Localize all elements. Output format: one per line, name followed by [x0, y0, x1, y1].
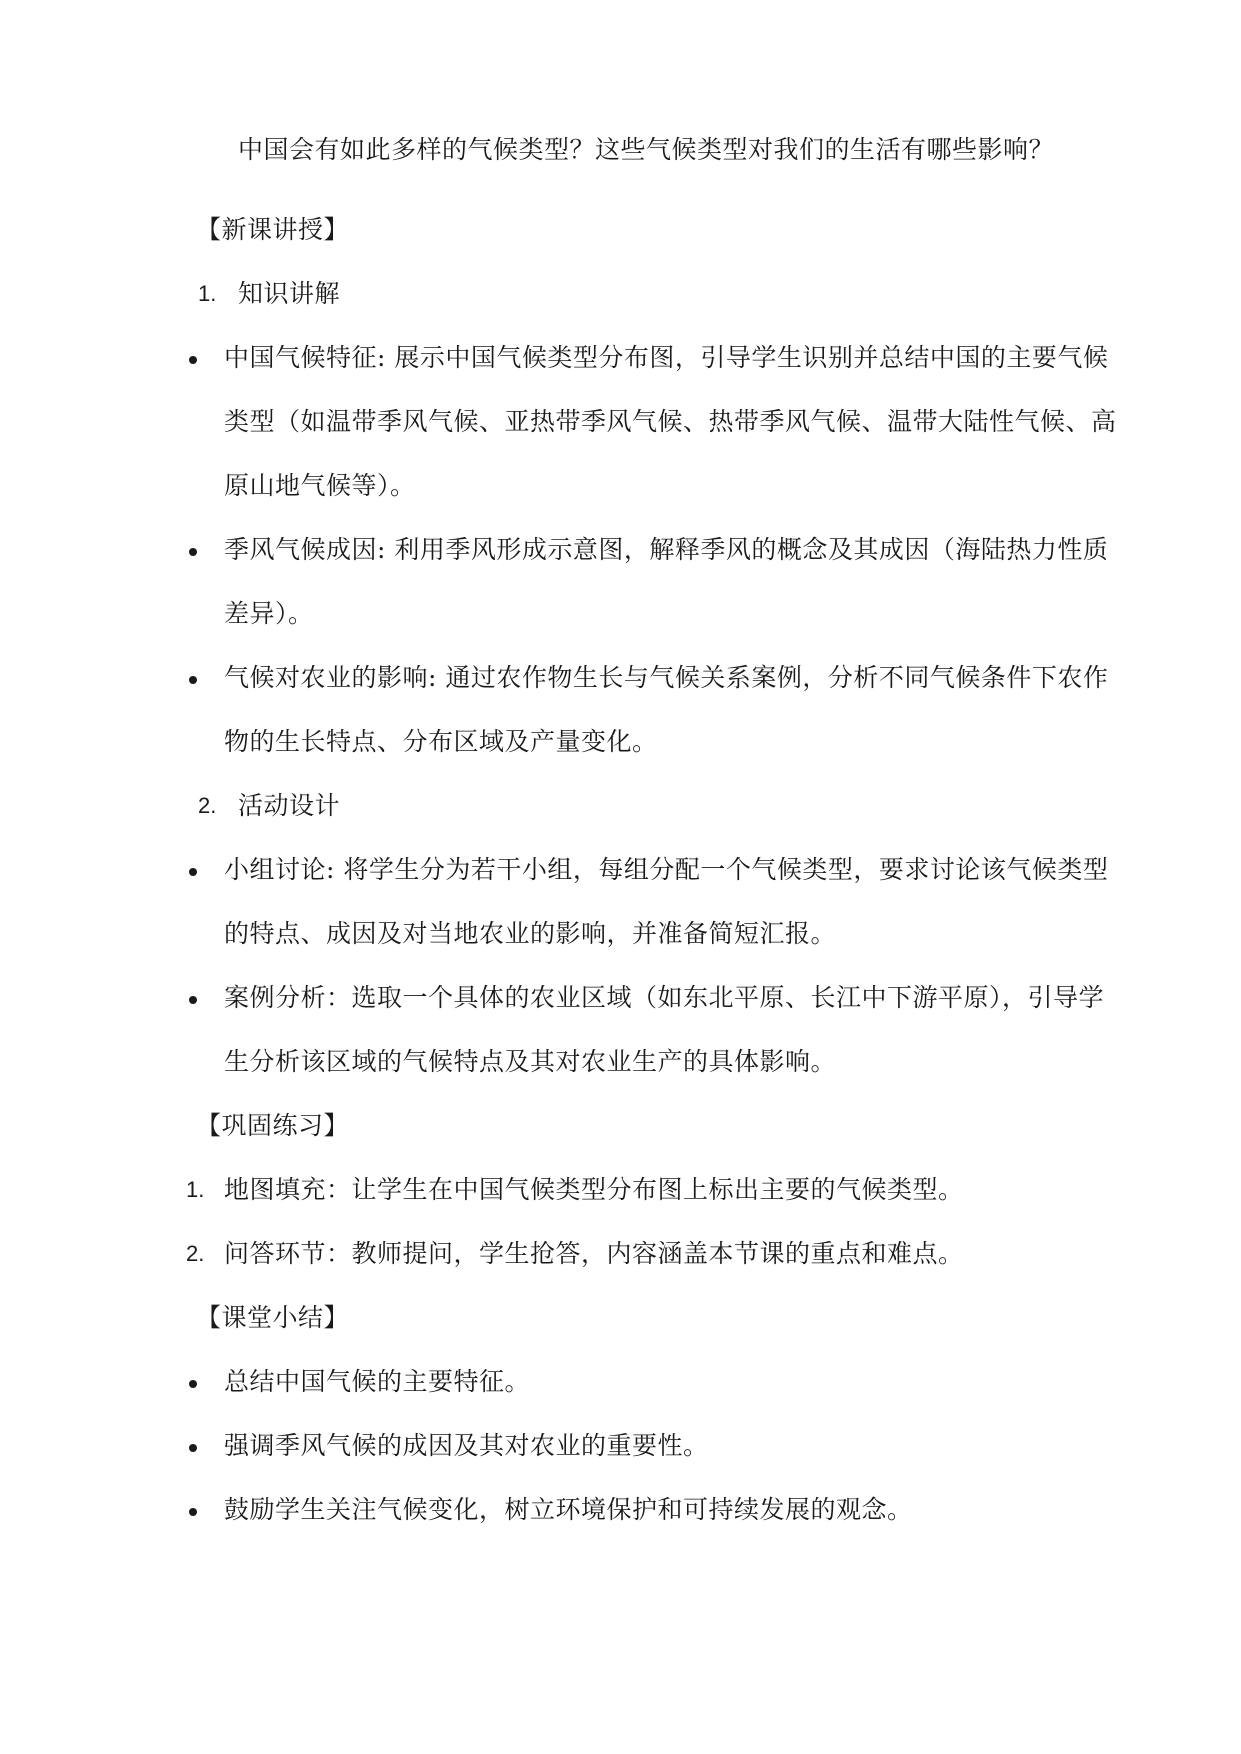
bullet-text-line: 小组讨论: 将学生分为若干小组，每组分配一个气候类型，要求讨论该气候类型 [224, 855, 1109, 884]
bullet-icon [189, 356, 197, 364]
bullet-icon [189, 996, 197, 1004]
list-number: 2. [186, 1241, 205, 1266]
bullet-icon [189, 868, 197, 876]
bullet-text-line: 案例分析：选取一个具体的农业区域（如东北平原、长江中下游平原），引导学 [224, 983, 1105, 1012]
bullet-text-line: 差异）。 [224, 599, 314, 628]
summary-item: 鼓励学生关注气候变化，树立环境保护和可持续发展的观念。 [224, 1495, 913, 1524]
bullet-text-line: 类型（如温带季风气候、亚热带季风气候、热带季风气候、温带大陆性气候、高 [224, 407, 1117, 436]
list-number: 2. [198, 793, 217, 818]
bullet-text-line: 气候对农业的影响: 通过农作物生长与气候关系案例，分析不同气候条件下农作 [224, 663, 1109, 692]
summary-item: 总结中国气候的主要特征。 [224, 1367, 531, 1396]
intro-question: 中国会有如此多样的气候类型？这些气候类型对我们的生活有哪些影响？ [238, 135, 1055, 164]
section-heading-summary: 【课堂小结】 [196, 1303, 350, 1332]
summary-item: 强调季风气候的成因及其对农业的重要性。 [224, 1431, 709, 1460]
bullet-icon [189, 1380, 197, 1388]
bullet-text-line: 季风气候成因: 利用季风形成示意图，解释季风的概念及其成因（海陆热力性质 [224, 535, 1109, 564]
section-heading-practice: 【巩固练习】 [196, 1111, 350, 1140]
bullet-text-line: 原山地气候等）。 [224, 471, 416, 500]
practice-item: 问答环节：教师提问，学生抢答，内容涵盖本节课的重点和难点。 [224, 1239, 964, 1268]
bullet-text-line: 物的生长特点、分布区域及产量变化。 [224, 727, 658, 756]
list-number: 1. [198, 281, 217, 306]
bullet-text-line: 中国气候特征: 展示中国气候类型分布图，引导学生识别并总结中国的主要气候 [224, 343, 1109, 372]
bullet-icon [189, 548, 197, 556]
list-number: 1. [186, 1177, 205, 1202]
bullet-icon [189, 676, 197, 684]
bullet-icon [189, 1444, 197, 1452]
subsection-title-knowledge: 知识讲解 [238, 279, 341, 308]
practice-item: 地图填充：让学生在中国气候类型分布图上标出主要的气候类型。 [224, 1175, 964, 1204]
subsection-title-activity: 活动设计 [238, 791, 341, 820]
bullet-text-line: 生分析该区域的气候特点及其对农业生产的具体影响。 [224, 1047, 837, 1076]
section-heading-new-lesson: 【新课讲授】 [196, 215, 350, 244]
bullet-text-line: 的特点、成因及对当地农业的影响，并准备简短汇报。 [224, 919, 837, 948]
bullet-icon [189, 1508, 197, 1516]
